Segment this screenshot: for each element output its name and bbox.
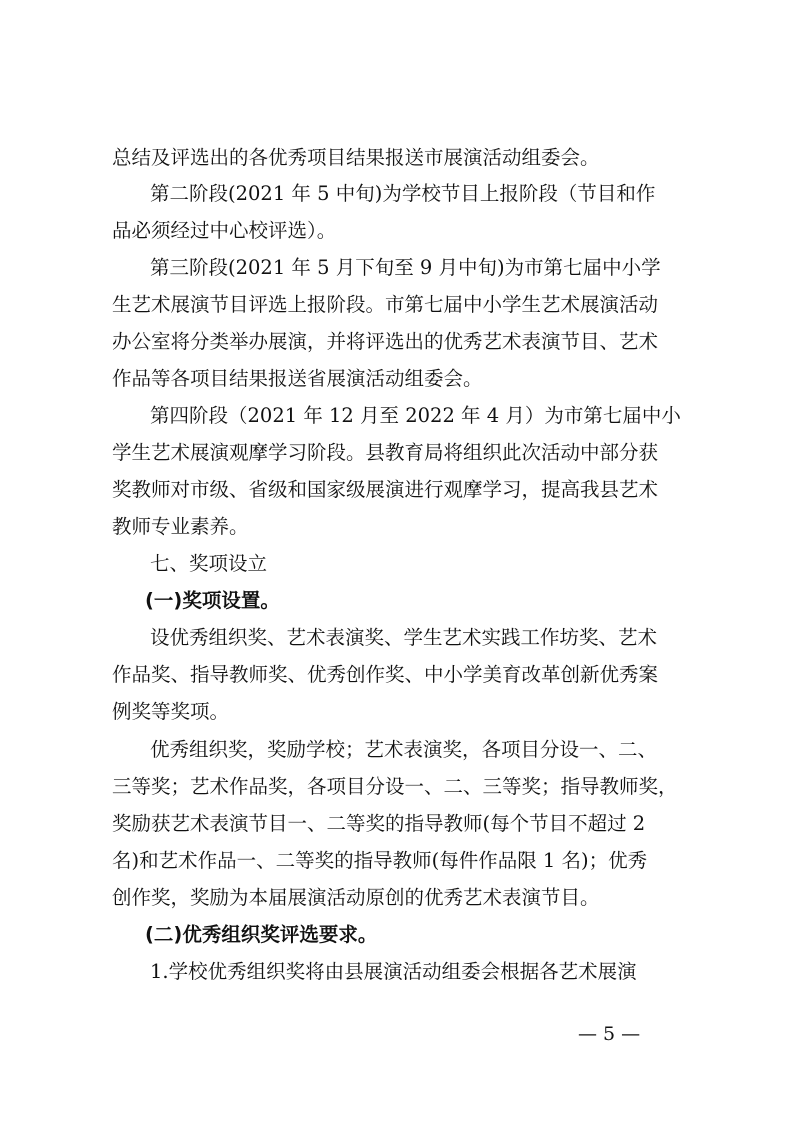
paragraph-line: 生艺术展演节目评选上报阶段。市第七届中小学生艺术展演活动 — [112, 293, 659, 316]
section-heading: 七、奖项设立 — [150, 552, 268, 575]
paragraph-line: 创作奖，奖励为本届展演活动原创的优秀艺术表演节目。 — [112, 886, 600, 909]
paragraph-line: 作品等各项目结果报送省展演活动组委会。 — [112, 367, 483, 390]
paragraph-line: 例奖等奖项。 — [112, 700, 230, 723]
paragraph-line: 优秀组织奖，奖励学校；艺术表演奖，各项目分设一、二、 — [150, 738, 658, 761]
subsection-heading: (一)奖项设置。 — [145, 589, 280, 612]
paragraph-line: 第三阶段(2021 年 5 月下旬至 9 月中旬)为市第七届中小学 — [150, 256, 661, 279]
paragraph-line: 三等奖；艺术作品奖，各项目分设一、二、三等奖；指导教师奖， — [112, 775, 678, 798]
paragraph-line: 奖励获艺术表演节目一、二等奖的指导教师(每个节目不超过 2 — [112, 812, 646, 835]
paragraph-line: 品必须经过中心校评选）。 — [112, 219, 337, 242]
paragraph-line: 总结及评选出的各优秀项目结果报送市展演活动组委会。 — [112, 146, 600, 169]
paragraph-line: 第二阶段(2021 年 5 中旬)为学校节目上报阶段（节目和作 — [150, 182, 656, 205]
paragraph-line: 学生艺术展演观摩学习阶段。县教育局将组织此次活动中部分获 — [112, 441, 659, 464]
paragraph-line: 设优秀组织奖、艺术表演奖、学生艺术实践工作坊奖、艺术 — [150, 626, 658, 649]
paragraph-line: 教师专业素养。 — [112, 515, 249, 538]
paragraph-line: 名)和艺术作品一、二等奖的指导教师(每件作品限 1 名)；优秀 — [112, 849, 648, 872]
paragraph-line: 作品奖、指导教师奖、优秀创作奖、中小学美育改革创新优秀案 — [112, 663, 659, 686]
page-number: — 5 — — [578, 1023, 641, 1045]
paragraph-line: 办公室将分类举办展演，并将评选出的优秀艺术表演节目、艺术 — [112, 330, 659, 353]
paragraph-line: 第四阶段（2021 年 12 月至 2022 年 4 月）为市第七届中小 — [150, 404, 681, 427]
subsection-heading: (二)优秀组织奖评选要求。 — [145, 923, 378, 946]
paragraph-line: 1.学校优秀组织奖将由县展演活动组委会根据各艺术展演 — [150, 960, 637, 983]
paragraph-line: 奖教师对市级、省级和国家级展演进行观摩学习，提高我县艺术 — [112, 478, 659, 501]
